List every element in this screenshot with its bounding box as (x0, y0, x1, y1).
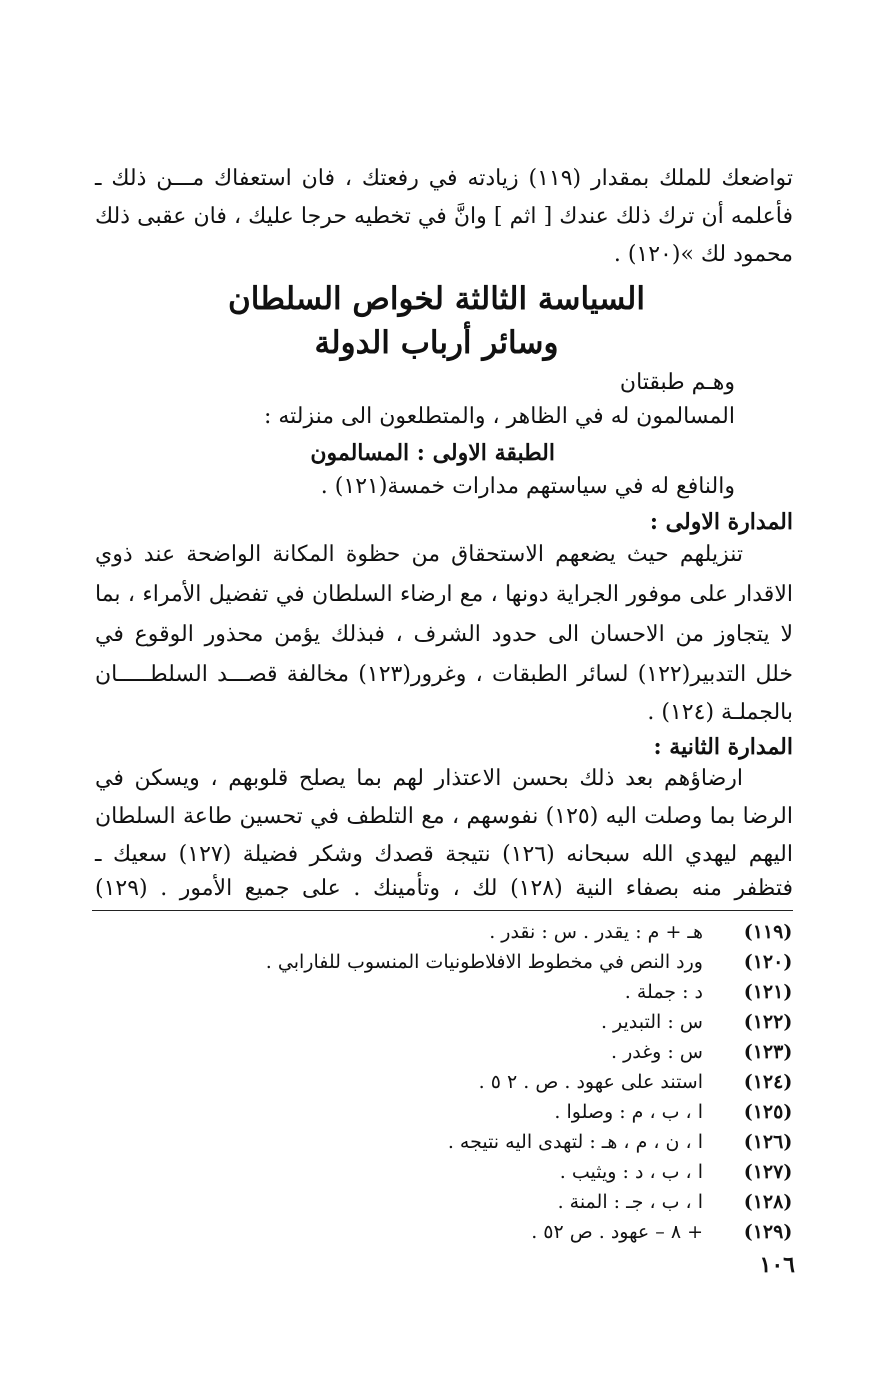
body-line: محمود لك »(١٢٠) . (613, 242, 793, 267)
body-line: تنزيلهم حيث يضعهم الاستحقاق من حظوة المكانة الواضحة عند ذوي (95, 542, 743, 567)
footnote (153, 978, 793, 1006)
footnote-number: (١٢٦) (743, 1131, 793, 1153)
footnote (153, 1158, 793, 1186)
footnote-number: (١٢٤) (743, 1071, 793, 1093)
footnote (153, 1038, 793, 1066)
footnote-text: ورد النص في مخطوط الافلاطونيات المنسوب للفارابي . (265, 951, 703, 973)
footnote-text: ا ، ن ، م ، هـ : لتهدى اليه نتيجه . (447, 1131, 703, 1153)
footnote-text: هـ + م : يقدر . س : نقدر . (489, 921, 703, 943)
footnote (153, 1188, 793, 1216)
footnote-number: (١٢٨) (743, 1191, 793, 1213)
madara-heading: المدارة الثانية : (653, 734, 793, 760)
footnote-text: + ٨ – عهود . ص ٥٢ . (531, 1221, 703, 1243)
subsection-heading: الطبقة الاولى : المسالمون (310, 440, 555, 466)
footnote-text: ا ، ب ، جـ : المنة . (557, 1191, 703, 1213)
footnote (153, 918, 793, 946)
intro-line: المسالمون له في الظاهر ، والمتطلعون الى منزلته : (263, 404, 735, 429)
footnote-text: س : التبدير . (600, 1011, 703, 1033)
footnote-number: (١٢١) (743, 981, 793, 1003)
footnote-divider (92, 910, 793, 911)
body-line: تواضعك للملك بمقدار (١١٩) زيادته في رفعتك ، فان استعفاك مـــن ذلك ـ (95, 166, 793, 191)
footnote-number: (١١٩) (743, 921, 793, 943)
page-number: ١٠٦ (759, 1252, 795, 1278)
body-line: بالجملـة (١٢٤) . (647, 700, 793, 725)
footnote-number: (١٢٢) (743, 1011, 793, 1033)
footnote-number: (١٢٩) (743, 1221, 793, 1243)
footnote (153, 948, 793, 976)
section-title: السياسة الثالثة لخواص السلطان (228, 281, 645, 317)
footnote-number: (١٢٠) (743, 951, 793, 973)
footnote-text: ا ، ب ، م : وصلوا . (554, 1101, 703, 1123)
body-line: اليهم ليهدي الله سبحانه (١٢٦) نتيجة قصدك وشكر فضيلة (١٢٧) سعيك ـ (95, 842, 793, 867)
footnote-text: س : وغدر . (610, 1041, 703, 1063)
footnote (153, 1068, 793, 1096)
footnote (153, 1098, 793, 1126)
footnote (153, 1128, 793, 1156)
body-line: الاقدار على موفور الجراية دونها ، مع ارضاء السلطان في تفضيل الأمراء ، بما (95, 582, 793, 607)
footnote-number: (١٢٥) (743, 1101, 793, 1123)
body-line: لا يتجاوز من الاحسان الى حدود الشرف ، فبذلك يؤمن محذور الوقوع في (95, 622, 793, 647)
body-line: ارضاؤهم بعد ذلك بحسن الاعتذار لهم بما يصلح قلوبهم ، ويسكن في (95, 766, 743, 791)
footnote-text: استند على عهود . ص . ٢ ٥ . (478, 1071, 703, 1093)
madara-heading: المدارة الاولى : (649, 509, 793, 535)
section-title: وسائر أرباب الدولة (314, 325, 559, 361)
intro-line: والنافع له في سياستهم مدارات خمسة(١٢١) . (320, 474, 735, 499)
body-line: فأعلمه أن ترك ذلك عندك [ اثم ] وانَّ في تخطيه حرجا عليك ، فان عقبى ذلك (95, 204, 793, 229)
body-line: الرضا بما وصلت اليه (١٢٥) نفوسهم ، مع التلطف في تحسين طاعة السلطان (95, 804, 793, 829)
footnote (153, 1218, 793, 1246)
footnote-text: د : جملة . (624, 981, 703, 1003)
footnote-number: (١٢٧) (743, 1161, 793, 1183)
intro-line: وهـم طبقتان (619, 370, 735, 395)
footnote-number: (١٢٣) (743, 1041, 793, 1063)
body-line: فتظفر منه بصفاء النية (١٢٨) لك ، وتأمينك . على جميع الأمور . (١٢٩) (95, 876, 793, 901)
footnote (153, 1008, 793, 1036)
body-line: خلل التدبير(١٢٢) لسائر الطبقات ، وغرور(١٢٣) مخالفة قصـــد السلطـــــان (95, 662, 793, 687)
footnote-text: ا ، ب ، د : ويثيب . (559, 1161, 703, 1183)
